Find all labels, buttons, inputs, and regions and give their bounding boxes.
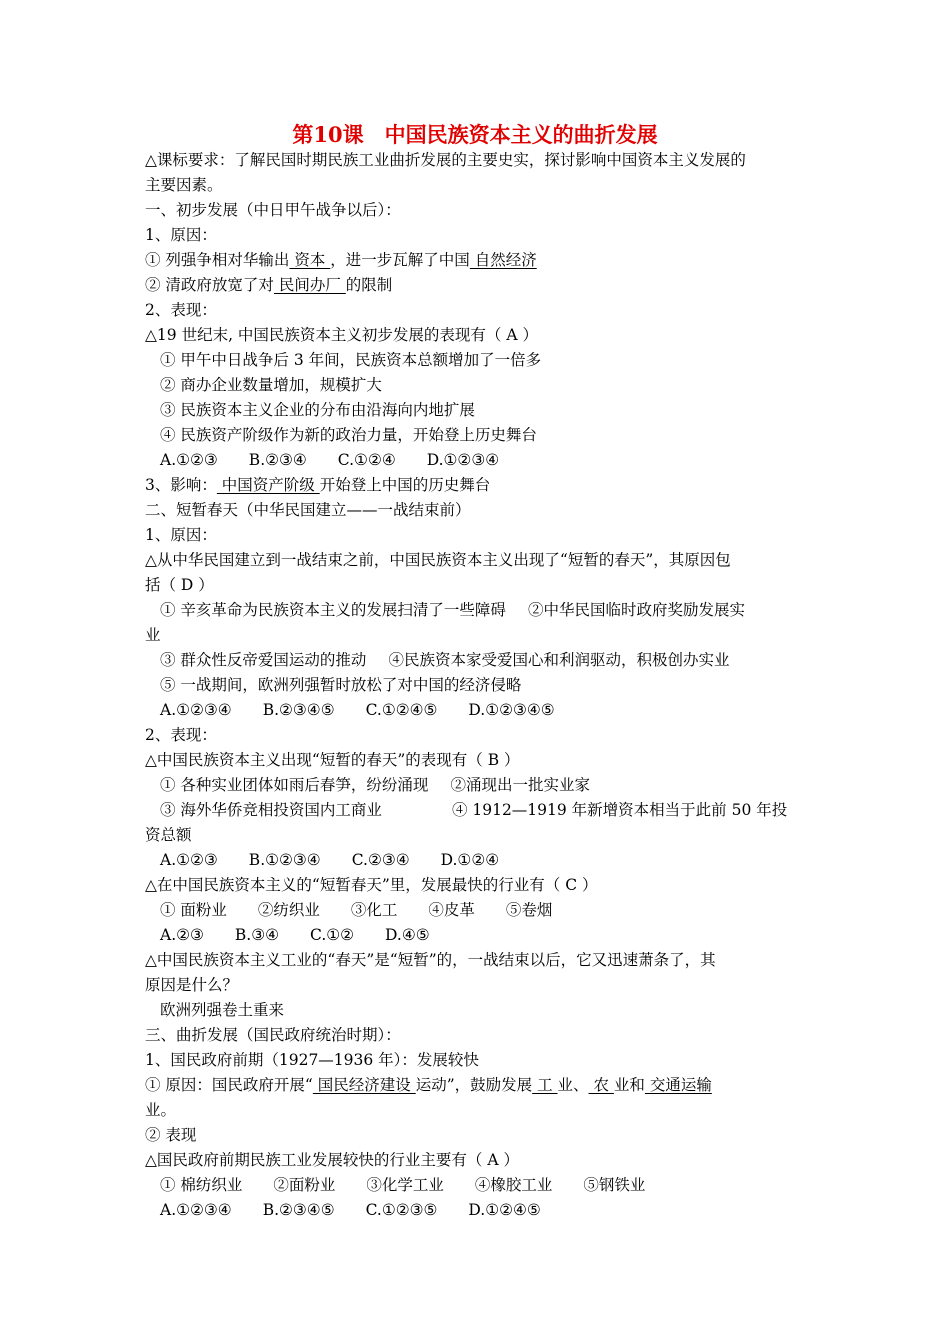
text-span: ① 各种实业团体如雨后春笋，纷纷涌现: [160, 776, 429, 794]
blank-answer: 自然经济: [469, 251, 537, 269]
question: △国民政府前期民族工业发展较快的行业主要有（ A ）: [145, 1151, 519, 1169]
curriculum-requirement: △课标要求：了解民国时期民族工业曲折发展的主要史实，探讨影响中国资本主义发展的: [145, 151, 746, 169]
question: △中国民族资本主义工业的“春天”是“短暂”的，一战结束以后，它又迅速萧条了，其: [145, 951, 716, 969]
text-span: ④ 1912—1919 年新增资本相当于此前 50 年投: [451, 801, 788, 819]
page-title: 第10课 中国民族资本主义的曲折发展: [292, 122, 658, 147]
text-span: 业和: [613, 1076, 645, 1094]
text-span: 运动”，鼓励发展: [415, 1076, 533, 1094]
text-span: ③ 海外华侨竞相投资国内工商业: [160, 801, 382, 819]
option-item: ④ 民族资产阶级作为新的政治力量，开始登上历史舞台: [160, 426, 537, 444]
text-line: [145, 474, 810, 496]
question: △中国民族资本主义出现“短暂的春天”的表现有（ B ）: [145, 751, 520, 769]
subheading-period: 1、国民政府前期（1927—1936 年）：发展较快: [145, 1051, 479, 1069]
answer-choices: A.①②③④ B.②③④⑤ C.①②④⑤ D.①②③④⑤: [160, 701, 555, 719]
option-item: ① 棉纺织业 ②面粉业 ③化学工业 ④橡胶工业 ⑤钢铁业: [160, 1176, 646, 1194]
option-item: ③ 民族资本主义企业的分布由沿海向内地扩展: [160, 401, 475, 419]
answer-choices: A.②③ B.③④ C.①② D.④⑤: [160, 926, 430, 944]
option-item: [160, 649, 825, 671]
subheading-cause: 1、原因：: [145, 226, 217, 244]
question-cont: 原因是什么？: [145, 976, 239, 994]
question: △在中国民族资本主义的“短暂春天”里，发展最快的行业有（ C ）: [145, 876, 598, 894]
subheading-performance: ② 表现: [145, 1126, 197, 1144]
curriculum-requirement-cont: 主要因素。: [145, 176, 223, 194]
text-span: ②中华民国临时政府奖励发展实: [527, 601, 745, 619]
answer-text: 欧洲列强卷土重来: [160, 1001, 285, 1019]
text-span: 的限制: [345, 276, 393, 294]
option-item: ① 甲午中日战争后 3 年间，民族资本总额增加了一倍多: [160, 351, 542, 369]
text-span: ，进一步瓦解了中国: [330, 251, 470, 269]
text-line: [145, 249, 810, 271]
question: △19 世纪末, 中国民族资本主义初步发展的表现有（ A ）: [145, 326, 538, 344]
blank-answer: 资本: [289, 251, 331, 269]
blank-answer: 中国资产阶级: [216, 476, 320, 494]
option-item: ① 面粉业 ②纺织业 ③化工 ④皮革 ⑤卷烟: [160, 901, 553, 919]
text-span: ② 清政府放宽了对: [145, 276, 274, 294]
answer-choices: A.①②③ B.①②③④ C.②③④ D.①②④: [160, 851, 500, 869]
subheading-cause: 1、原因：: [145, 526, 217, 544]
option-item-cont: 业: [145, 626, 161, 644]
section-2-heading: 二、短暂春天（中华民国建立——一战结束前）: [145, 501, 471, 519]
text-span: ① 原因：国民政府开展“: [145, 1076, 313, 1094]
subheading-performance: 2、表现：: [145, 726, 217, 744]
text-line: [145, 274, 810, 296]
answer-choices: A.①②③ B.②③④ C.①②④ D.①②③④: [160, 451, 500, 469]
text-span: 业、: [557, 1076, 589, 1094]
text-span: ① 辛亥革命为民族资本主义的发展扫清了一些障碍: [160, 601, 506, 619]
answer-choices: A.①②③④ B.②③④⑤ C.①②③⑤ D.①②④⑤: [160, 1201, 541, 1219]
text-span: 开始登上中国的历史舞台: [319, 476, 491, 494]
text-span: ① 列强争相对华输出: [145, 251, 290, 269]
option-item: ② 商办企业数量增加，规模扩大: [160, 376, 382, 394]
section-3-heading: 三、曲折发展（国民政府统治时期）：: [145, 1026, 401, 1044]
option-item: ⑤ 一战期间，欧洲列强暂时放松了对中国的经济侵略: [160, 676, 522, 694]
text-span: 3、影响：: [145, 476, 217, 494]
section-1-heading: 一、初步发展（中日甲午战争以后）：: [145, 201, 401, 219]
text-line-cont: 业。: [145, 1101, 177, 1119]
blank-answer: 交通运输: [644, 1076, 712, 1094]
option-item-cont: 资总额: [145, 826, 192, 844]
text-span: ②涌现出一批实业家: [450, 776, 590, 794]
question-cont: 括（ D ）: [145, 576, 214, 594]
blank-answer: 民间办厂: [273, 276, 346, 294]
blank-answer: 农: [588, 1076, 614, 1094]
blank-answer: 工: [532, 1076, 558, 1094]
option-item: [160, 774, 825, 796]
blank-answer: 国民经济建设: [312, 1076, 416, 1094]
subheading-performance: 2、表现：: [145, 301, 217, 319]
text-line: [145, 1074, 810, 1096]
question: △从中华民国建立到一战结束之前，中国民族资本主义出现了“短暂的春天”，其原因包: [145, 551, 731, 569]
text-span: ③ 群众性反帝爱国运动的推动: [160, 651, 367, 669]
text-span: ④民族资本家受爱国心和利润驱动，积极创办实业: [388, 651, 730, 669]
option-item: [160, 599, 825, 621]
option-item: [160, 799, 825, 821]
